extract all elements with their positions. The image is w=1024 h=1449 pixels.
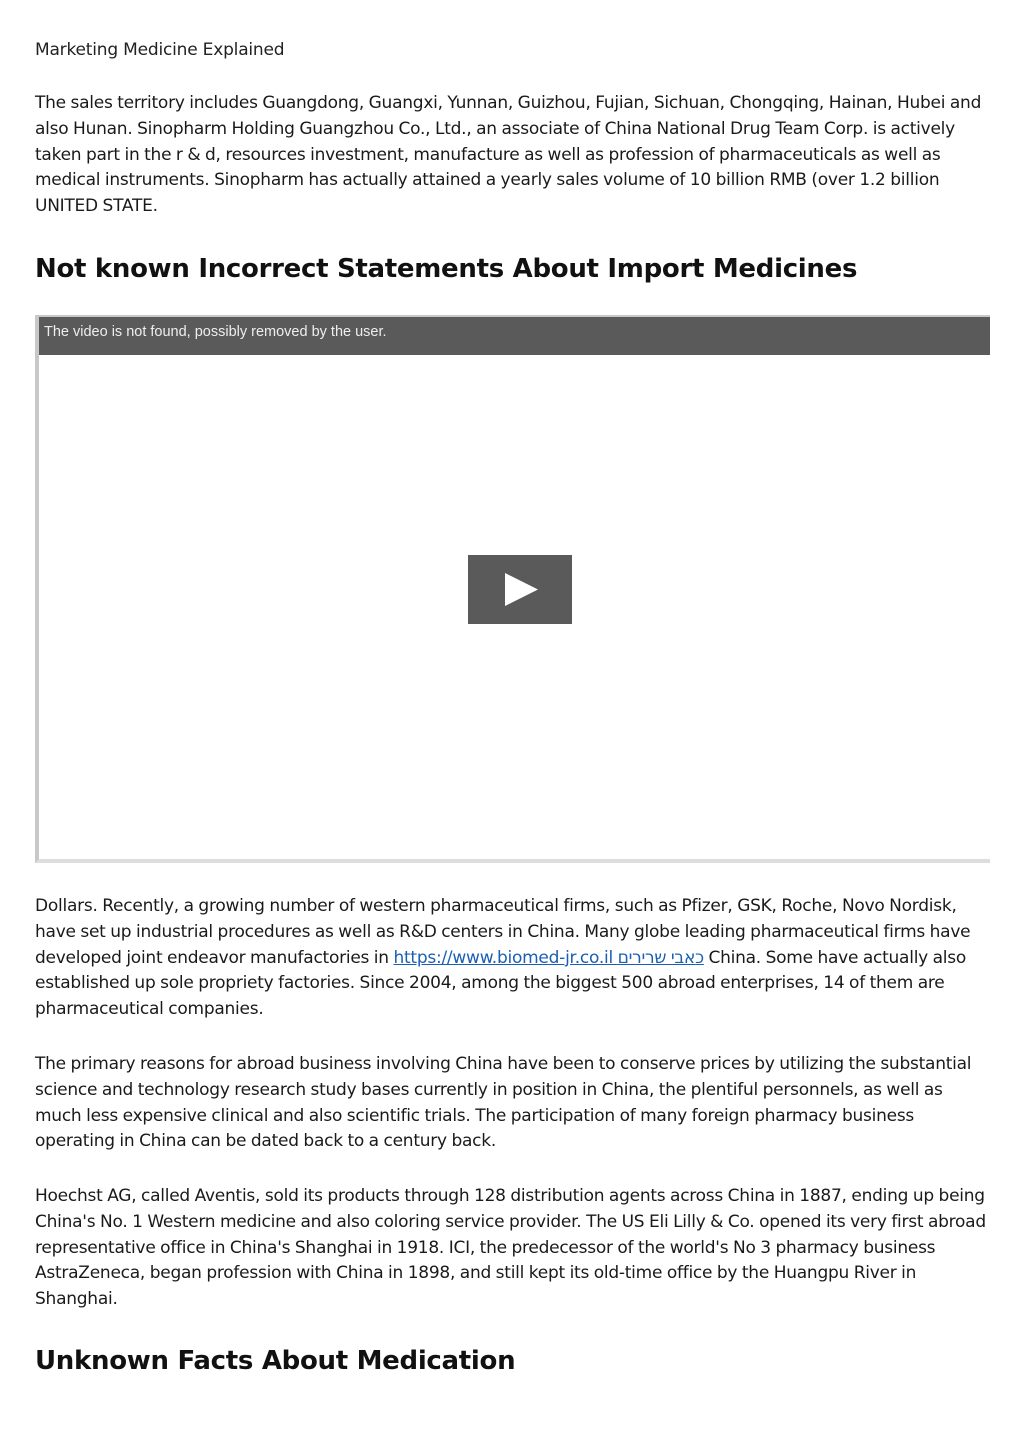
paragraph-hoechst-history: Hoechst AG, called Aventis, sold its products through 128 distribution agents across China in 1887, ending up being China's No. 1 Western medicine and also coloring service provider. The US Eli Lilly & Co. opened its very first abroad representative office in China's Shanghai in 1918. ICI, the predecessor of the world's No 3 pharmacy business AstraZeneca, began profession with China in 1898, and still kept its old-time office by the Huangpu River in Shanghai.	[35, 1186, 986, 1310]
play-button[interactable]	[468, 555, 572, 624]
video-embed[interactable]	[35, 315, 990, 863]
video-error-bar	[39, 317, 990, 355]
document-title: Marketing Medicine Explained	[35, 40, 285, 60]
heading-unknown-facts: Unknown Facts About Medication	[35, 1346, 516, 1376]
biomed-link[interactable]: https://www.biomed-jr.co.il כאבי שרירים	[393, 947, 704, 968]
paragraph-western-firms	[35, 894, 993, 1023]
play-icon	[468, 555, 572, 624]
video-error-message: The video is not found, possibly removed by the user.	[44, 324, 387, 340]
heading-import-medicines: Not known Incorrect Statements About Import Medicines	[35, 254, 858, 284]
paragraph-text-after-link: China. Some have actually also established up sole propriety factories. Since 2004, among the biggest 500 abroad enterprises, 14 of them are pharmaceutical companies.	[35, 947, 967, 1020]
paragraph-primary-reasons: The primary reasons for abroad business involving China have been to conserve prices by utilizing the substantial science and technology research study bases currently in position in China, the plentiful personnels, as well as much less expensive clinical and also scientific trials. The participation of many foreign pharmacy business operating in China can be dated back to a century back.	[35, 1054, 972, 1152]
paragraph-text-before-link: Dollars. Recently, a growing number of western pharmaceutical firms, such as Pfizer, GSK, Roche, Novo Nordisk, have set up industrial procedures as well as R&D centers in China. Many globe leading pharmaceutical firms have developed joint endeavor manufactories in	[35, 896, 971, 968]
paragraph-sales-territory: The sales territory includes Guangdong, Guangxi, Yunnan, Guizhou, Fujian, Sichuan, Chongqing, Hainan, Hubei and also Hunan. Sinopharm Holding Guangzhou Co., Ltd., an associate of China National Drug Team Corp. is actively taken part in the r & d, resources investment, manufacture as well as profession of pharmaceuticals as well as medical instruments. Sinopharm has actually attained a yearly sales volume of 10 billion RMB (over 1.2 billion UNITED STATE.	[35, 93, 982, 217]
